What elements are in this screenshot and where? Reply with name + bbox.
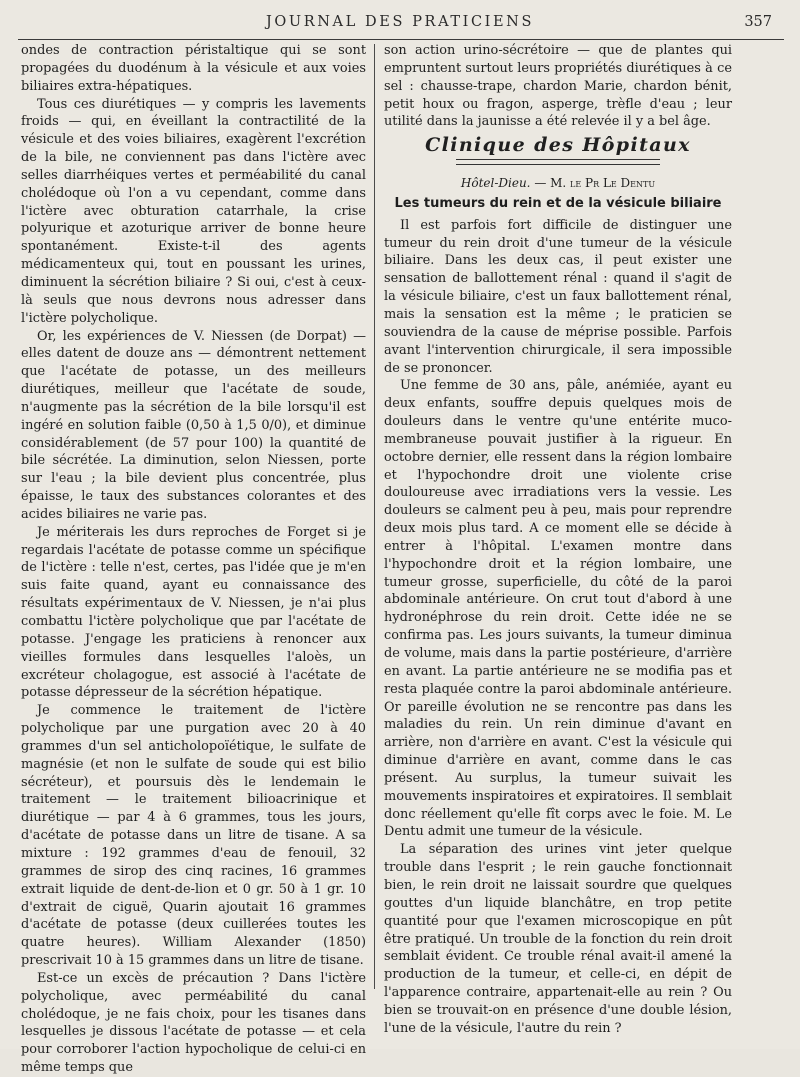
article-title: Les tumeurs du rein et de la vésicule biliaire <box>394 195 722 211</box>
page-number: 357 <box>744 14 772 30</box>
column-divider <box>374 44 375 989</box>
paragraph: Tous ces diurétiques — y compris les lavements froids — qui, en éveillant la contractilité de la vésicule et des voies biliaires, exagèrent l'excrétion de la bile, ne conviennent pas dans l'ictère avec selles diarrhéiques vertes et perméabilité du canal cholédoque où l'on a vu cependant, comme dans l'ictère avec obturation catarrhale, la crise polyurique et azoturique arriver de bonne heure spontanément. Existe-t-il des agents médicamenteux qui, tout en poussant les urines, diminuent la sécrétion biliaire ? Si oui, c'est à ceux-là seuls que nous devrons nous adresser dans l'ictère polycholique. <box>21 96 366 326</box>
paragraph: Une femme de 30 ans, pâle, anémiée, ayant eu deux enfants, souffre depuis quelques mois de douleurs dans le ventre qu'une entérite muco-membraneuse pouvait justifier à la rigueur. En octobre dernier, elle ressent dans la région lombaire et l'hypochondre droit une violente crise douloureuse avec irradiations vers la vessie. Les douleurs se calment peu à peu, mais pour reprendre deux mois plus tard. A ce moment elle se décide à entrer à l'hôpital. L'examen montre dans l'hypochondre droit et la région lombaire, une tumeur grosse, superficielle, du côté de la paroi abdominale antérieure. On crut tout d'abord à une hydronéphrose du rein droit. Cette idée ne se confirma pas. Les jours suivants, la tumeur diminua de volume, mais dans la partie postérieure, d'arrière en avant. La partie antérieure ne se modifia pas et resta plaquée contre la paroi abdominale antérieure. Or pareille évolution ne se rencontre pas dans les maladies du rein. Un rein diminue d'avant en arrière, non d'arrière en avant. C'est la vésicule qui diminue d'arrière en avant, comme dans le cas présent. Au surplus, la tumeur suivait les mouvements inspiratoires et expiratoires. Il semblait donc réellement qu'elle fît corps avec le foie. M. Le Dentu admit une tumeur de la vésicule. <box>384 378 732 840</box>
section-title: Clinique des Hôpitaux <box>425 134 691 157</box>
running-header <box>18 14 782 36</box>
paragraph: Je commence le traitement de l'ictère polycholique par une purgation avec 20 à 40 grammes d'un sel anticholopoïétique, le sulfate de magnésie (et non le sulfate de soude qui est bilio sécréteur), et poursuis dès le lendemain le traitement — le traitement bilioacrinique et diurétique — par 4 à 6 grammes, tous les jours, d'acétate de potasse dans un litre de tisane. A sa mixture : 192 grammes d'eau de fenouil, 32 grammes de sirop des cinq racines, 16 grammes extrait liquide de dent-de-lion et 0 gr. 50 à 1 gr. 10 d'extrait de ciguë, Quarin ajoutait 16 grammes d'acétate de potasse (deux cuillerées toutes les quatre heures). William Alexander (1850) prescrivait 10 à 15 grammes dans un litre de tisane. <box>21 703 366 969</box>
section-double-rule <box>456 159 660 165</box>
byline-hospital: Hôtel-Dieu. <box>460 176 531 191</box>
header-rule <box>18 39 784 40</box>
paragraph: son action urino-sécrétoire — que de plantes qui empruntent surtout leurs propriétés diurétiques à ce sel : chausse-trape, chardon Marie, chardon bénit, petit houx ou fragon, asperge, trèfle d'eau ; leur utilité dans la jaunisse a été relevée il y a bel âge. <box>384 43 732 130</box>
paragraph: ondes de contraction péristaltique qui se sont propagées du duodénum à la vésicule et aux voies biliaires extra-hépatiques. <box>21 43 366 94</box>
paragraph: La séparation des urines vint jeter quelque trouble dans l'esprit ; le rein gauche fonctionnait bien, le rein droit ne laissait sourdre que quelques gouttes d'un liquide blanchâtre, en trop petite quantité pour que l'examen microscopique en pût être pratiqué. Un trouble de la fonction du rein droit semblait évident. Ce trouble rénal avait-il amené la production de la tumeur, et celle-ci, en dépit de l'apparence contraire, appartenait-elle au rein ? Ou bien se trouvait-on en présence d'une double lésion, l'une de la vésicule, l'autre du rein ? <box>384 842 732 1036</box>
byline-author: — M. le Pr Le Dentu <box>534 176 656 191</box>
byline <box>384 175 732 193</box>
left-column <box>21 42 366 1077</box>
paragraph: Je mériterais les durs reproches de Forget si je regardais l'acétate de potasse comme un spécifique de l'ictère : telle n'est, certes, pas l'idée que je m'en suis faite quand, ayant eu connaissance des résultats expérimentaux de V. Niessen, je n'ai plus combattu l'ictère polycholique que par l'acétate de potasse. J'engage les praticiens à renoncer aux vieilles formules dans lesquelles l'aloès, un excréteur cholagogue, est associé à l'acétate de potasse dépresseur de la sécrétion hépatique. <box>21 524 366 701</box>
journal-title: JOURNAL DES PRATICIENS <box>266 14 534 30</box>
paragraph: Est-ce un excès de précaution ? Dans l'ictère polycholique, avec perméabilité du canal cholédoque, je ne fais choix, pour les tisanes dans lesquelles je dissous l'acétate de potasse — et cela pour corroborer l'action hypocholique de celui-ci en même temps que <box>21 970 366 1076</box>
right-column <box>384 42 732 1038</box>
paragraph: Il est parfois fort difficile de distinguer une tumeur du rein droit d'une tumeur de la vésicule biliaire. Dans les deux cas, il peut exister une sensation de ballottement rénal : quand il s'agit de la vésicule biliaire, c'est un faux ballottement rénal, mais la sensation est la même ; le praticien se souviendra de la cause de méprise possible. Parfois avant l'intervention chirurgicale, il sera impossible de se prononcer. <box>384 217 732 376</box>
paragraph: Or, les expériences de V. Niessen (de Dorpat) — elles datent de douze ans — démontrent nettement que l'acétate de potasse, un des meilleurs diurétiques, meilleur que l'acétate de soude, n'augmente pas la sécrétion de la bile lorsqu'il est ingéré en solution faible (0,50 à 1,5 0/0), et diminue considérablement (de 57 pour 100) la quantité de bile sécrétée. La diminution, selon Niessen, porte sur l'eau ; la bile devient plus concentrée, plus épaisse, le taux des substances colorantes et des acides biliaires ne varie pas. <box>21 328 366 522</box>
